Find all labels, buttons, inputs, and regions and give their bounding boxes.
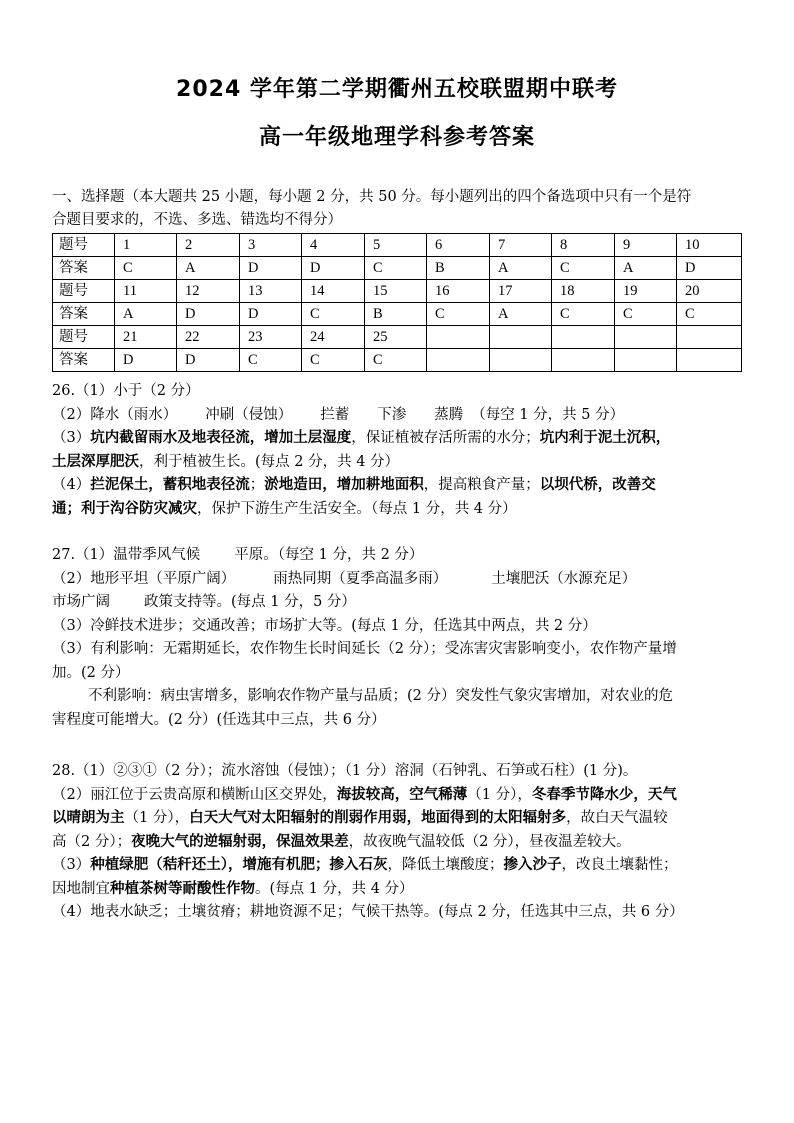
question-number-cell: 20 bbox=[677, 280, 742, 303]
question-number-cell: 24 bbox=[302, 326, 365, 349]
q28-6-key: 种植茶树等耐酸性作物 bbox=[110, 880, 255, 897]
q26-4-b: ，利于植被生长。(每点 2 分，共 4 分） bbox=[139, 453, 400, 470]
q28-line2 bbox=[52, 784, 742, 808]
answer-cell: C bbox=[240, 349, 302, 372]
q27-1-a: 27.（1）温带季风气候 bbox=[52, 547, 201, 563]
answer-cell bbox=[615, 349, 677, 372]
question-number-cell: 18 bbox=[552, 280, 615, 303]
q28-line3 bbox=[52, 807, 742, 831]
q26-2-c: 拦蓄 bbox=[320, 406, 350, 423]
question-number-cell: 1 bbox=[115, 234, 177, 257]
q26-line4 bbox=[52, 451, 742, 475]
question-number-cell bbox=[677, 326, 742, 349]
q28-4-a: 高（2 分）； bbox=[52, 833, 132, 850]
exam-title: 2024 学年第二学期衢州五校联盟期中联考 bbox=[176, 77, 618, 102]
q28-line4 bbox=[52, 831, 742, 855]
q28-6-c: 。(每点 1 分，共 4 分） bbox=[255, 880, 414, 897]
q26-line3 bbox=[52, 427, 742, 451]
section1-intro-line2: 合题目要求的，不选、多选、错选均不得分） bbox=[52, 212, 342, 228]
q26-3-a: （3） bbox=[52, 430, 91, 446]
q26-6-key: 通；利于沟谷防灾减灾 bbox=[52, 500, 197, 517]
q26-2-a: （2）降水（雨水） bbox=[52, 406, 178, 423]
answer-table-row bbox=[53, 257, 742, 280]
q27-2-b: 雨热同期（夏季高温多雨） bbox=[273, 570, 448, 587]
question-number-cell: 9 bbox=[615, 234, 677, 257]
answer-table-row bbox=[53, 234, 742, 257]
q28-2-a: （2）丽江位于云贵高原和横断山区交界处， bbox=[52, 786, 337, 803]
q28-5-key1: 种植绿肥（秸秆还土），增施有机肥；掺入石灰 bbox=[90, 857, 388, 873]
answer-cell bbox=[427, 349, 490, 372]
answer-table-row bbox=[53, 280, 742, 303]
question-number-cell: 14 bbox=[302, 280, 365, 303]
q26-4-key: 土层深厚肥沃 bbox=[52, 453, 139, 470]
q26-3-key2: 坑内利于泥土沉积， bbox=[539, 430, 671, 446]
answer-cell: A bbox=[615, 257, 677, 280]
q26-2-b: 冲刷（侵蚀） bbox=[205, 406, 293, 423]
section1-intro bbox=[52, 186, 742, 232]
q28-5-c: ，降低土壤酸度； bbox=[387, 857, 504, 873]
answer-cell: D bbox=[240, 303, 302, 326]
question-number-cell: 16 bbox=[427, 280, 490, 303]
answer-cell: C bbox=[552, 257, 615, 280]
answer-cell bbox=[552, 349, 615, 372]
question-number-cell: 23 bbox=[240, 326, 302, 349]
answer-cell: C bbox=[365, 257, 427, 280]
answer-cell: D bbox=[240, 257, 302, 280]
q28-3-key2: 白天大气对太阳辐射的削弱作用弱，地面得到的太阳辐射多 bbox=[189, 810, 567, 826]
answer-cell: C bbox=[365, 349, 427, 372]
question-number-cell: 8 bbox=[552, 234, 615, 257]
q26-5-c: ； bbox=[249, 477, 265, 493]
answer-cell: D bbox=[115, 349, 177, 372]
section1-intro-line1: 一、选择题（本大题共 25 小题，每小题 2 分，共 50 分。每小题列出的四个备选项中只有一个是符 bbox=[52, 189, 692, 205]
q27-line3 bbox=[52, 591, 742, 615]
answer-table-row bbox=[53, 303, 742, 326]
question-number-cell bbox=[552, 326, 615, 349]
q27-line2 bbox=[52, 568, 742, 592]
q27-line4: （3）冷鲜技术进步；交通改善；市场扩大等。(每点 1 分，任选其中两点，共 2 分） bbox=[52, 617, 597, 634]
q28-line5 bbox=[52, 854, 742, 878]
q27-line7: 不利影响：病虫害增多，影响农作物产量与品质；(2 分）突发性气象灾害增加，对农业的危 bbox=[88, 688, 673, 704]
question-number-cell: 11 bbox=[115, 280, 177, 303]
answer-cell: C bbox=[302, 349, 365, 372]
q26-line2 bbox=[52, 404, 742, 428]
question-number-cell: 10 bbox=[677, 234, 742, 257]
q28-2-key2: 冬春季节降水少，天气 bbox=[531, 786, 677, 803]
question-number-cell: 3 bbox=[240, 234, 302, 257]
q27-line6: 加。(2 分） bbox=[52, 664, 130, 681]
answer-cell: D bbox=[677, 257, 742, 280]
answer-cell: B bbox=[427, 257, 490, 280]
q27-line5: （3）有利影响：无霜期延长，农作物生长时间延长（2 分）；受冻害灾害影响变小，农作物产量增 bbox=[52, 641, 677, 657]
row-label-answer: 答案 bbox=[53, 257, 115, 280]
answer-cell: A bbox=[490, 257, 552, 280]
answer-cell: D bbox=[302, 257, 365, 280]
row-label-question: 题号 bbox=[53, 234, 115, 257]
answer-cell: A bbox=[177, 257, 240, 280]
answer-cell: D bbox=[177, 303, 240, 326]
question-number-cell: 2 bbox=[177, 234, 240, 257]
answer-cell: C bbox=[552, 303, 615, 326]
answer-table-row bbox=[53, 349, 742, 372]
answer-table bbox=[52, 233, 742, 372]
row-label-answer: 答案 bbox=[53, 303, 115, 326]
q28-block bbox=[52, 760, 742, 925]
question-number-cell: 21 bbox=[115, 326, 177, 349]
answer-cell: C bbox=[677, 303, 742, 326]
q26-3-c: ，保证植被存活所需的水分； bbox=[351, 430, 540, 446]
q28-3-key1: 以晴朗为主 bbox=[52, 810, 125, 826]
exam-subtitle: 高一年级地理学科参考答案 bbox=[258, 125, 535, 150]
q28-2-c: （1 分）， bbox=[467, 786, 532, 803]
q26-2-f: （每空 1 分，共 5 分） bbox=[471, 406, 625, 423]
question-number-cell: 17 bbox=[490, 280, 552, 303]
answer-cell: A bbox=[490, 303, 552, 326]
q26-2-e: 蒸腾 bbox=[434, 406, 464, 423]
q26-line5 bbox=[52, 474, 742, 498]
q26-2-d: 下渗 bbox=[377, 406, 407, 423]
answer-cell: D bbox=[177, 349, 240, 372]
q28-3-d: ，故白天气温较 bbox=[566, 810, 668, 826]
q28-line7: （4）地表水缺乏；土壤贫瘠；耕地资源不足；气候干热等。(每点 2 分，任选其中三点，共 6 分） bbox=[52, 904, 684, 920]
question-number-cell: 13 bbox=[240, 280, 302, 303]
q28-line6 bbox=[52, 878, 742, 902]
answer-cell: B bbox=[365, 303, 427, 326]
q28-line1: 28.（1）②③①（2 分）；流水溶蚀（侵蚀）；（1 分）溶洞（石钟乳、石笋或石柱）(1 分)。 bbox=[52, 763, 638, 779]
q26-3-key1: 坑内截留雨水及地表径流，增加土层湿度 bbox=[90, 430, 352, 446]
answer-cell: C bbox=[615, 303, 677, 326]
q28-5-key2: 掺入沙子 bbox=[503, 857, 562, 873]
q26-5-key2: 淤地造田，增加耕地面积 bbox=[264, 477, 424, 493]
answer-cell: C bbox=[302, 303, 365, 326]
row-label-question: 题号 bbox=[53, 326, 115, 349]
question-number-cell: 12 bbox=[177, 280, 240, 303]
answer-cell bbox=[490, 349, 552, 372]
q27-block bbox=[52, 544, 742, 732]
answer-cell bbox=[677, 349, 742, 372]
q27-3-a: 市场广阔 bbox=[52, 594, 110, 610]
q26-5-a: （4） bbox=[52, 477, 91, 493]
q28-6-a: 因地制宜 bbox=[52, 880, 110, 897]
answer-cell: C bbox=[427, 303, 490, 326]
question-number-cell: 25 bbox=[365, 326, 427, 349]
question-number-cell: 4 bbox=[302, 234, 365, 257]
q26-5-key3: 以坝代桥，改善交 bbox=[539, 477, 656, 493]
q28-2-key1: 海拔较高，空气稀薄 bbox=[336, 786, 468, 803]
q26-line1: 26.（1）小于（2 分） bbox=[52, 383, 200, 399]
question-number-cell: 22 bbox=[177, 326, 240, 349]
q28-5-a: （3） bbox=[52, 857, 91, 873]
q26-5-key1: 拦泥保土，蓄积地表径流 bbox=[90, 477, 250, 493]
q27-3-b: 政策支持等。(每点 1 分，5 分） bbox=[144, 594, 356, 610]
q28-4-c: ，故夜晚气温较低（2 分），昼夜温差较大。 bbox=[348, 833, 631, 850]
answer-cell: C bbox=[115, 257, 177, 280]
row-label-answer: 答案 bbox=[53, 349, 115, 372]
q28-5-e: ，改良土壤黏性； bbox=[561, 857, 678, 873]
q27-1-b: 平原。（每空 1 分，共 2 分） bbox=[234, 547, 424, 563]
question-number-cell bbox=[615, 326, 677, 349]
question-number-cell: 5 bbox=[365, 234, 427, 257]
q27-2-c: 土壤肥沃（水源充足） bbox=[491, 570, 637, 587]
q26-line6 bbox=[52, 498, 742, 522]
row-label-question: 题号 bbox=[53, 280, 115, 303]
question-number-cell: 6 bbox=[427, 234, 490, 257]
question-number-cell bbox=[490, 326, 552, 349]
answer-cell: A bbox=[115, 303, 177, 326]
q26-6-b: ，保护下游生产生活安全。（每点 1 分，共 4 分） bbox=[197, 500, 517, 517]
question-number-cell bbox=[427, 326, 490, 349]
q26-block bbox=[52, 380, 742, 521]
q27-line8: 害程度可能增大。(2 分）(任选其中三点，共 6 分） bbox=[52, 711, 386, 728]
question-number-cell: 7 bbox=[490, 234, 552, 257]
q28-3-b: （1 分）， bbox=[124, 810, 190, 826]
answer-table-row bbox=[53, 326, 742, 349]
question-number-cell: 19 bbox=[615, 280, 677, 303]
q26-5-e: ，提高粮食产量； bbox=[423, 477, 540, 493]
q28-4-key: 夜晚大气的逆辐射弱，保温效果差 bbox=[131, 833, 349, 850]
q27-line1 bbox=[52, 544, 742, 568]
question-number-cell: 15 bbox=[365, 280, 427, 303]
q27-2-a: （2）地形平坦（平原广阔） bbox=[52, 570, 236, 587]
